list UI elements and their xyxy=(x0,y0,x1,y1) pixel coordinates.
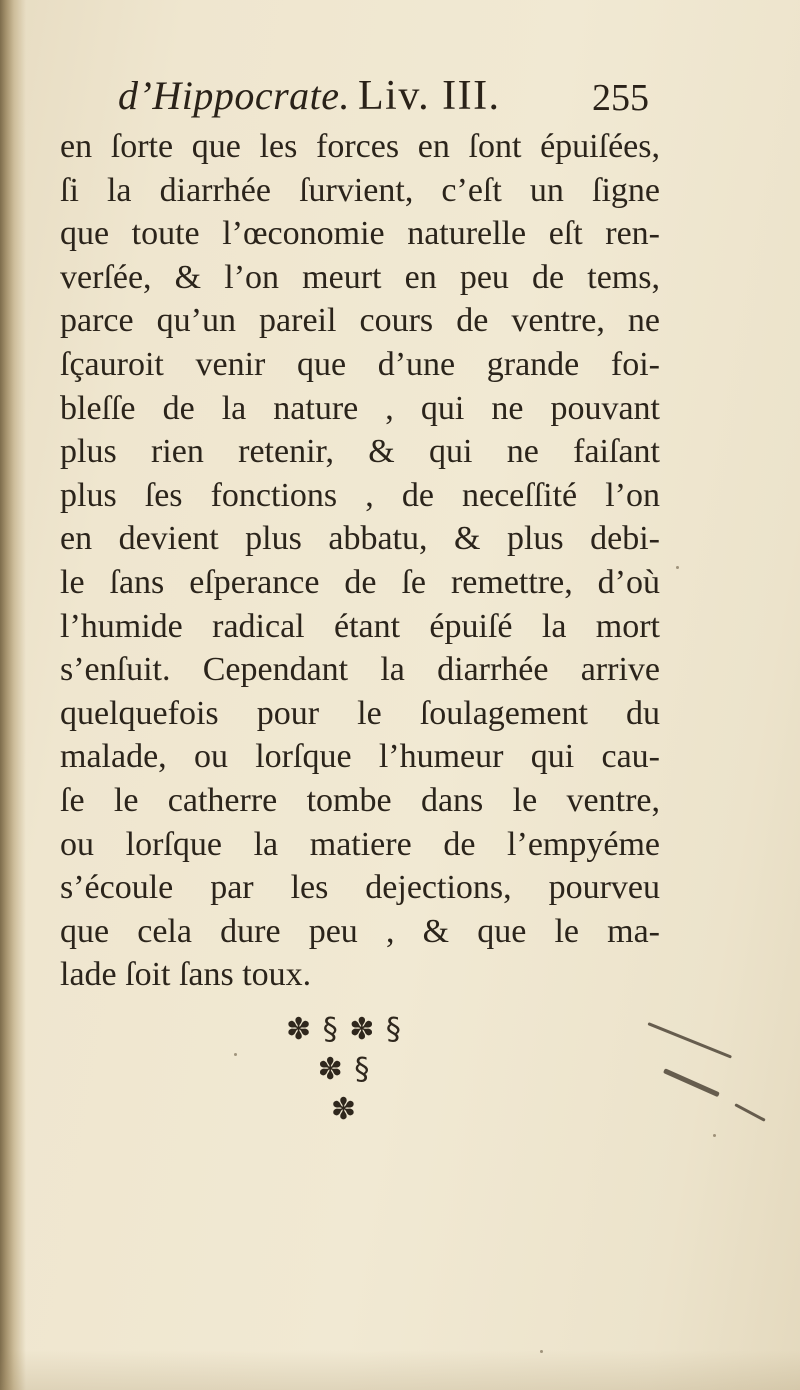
text-line: malade, ou lorſque l’humeur qui cau- xyxy=(60,738,660,776)
running-head-title: d’Hippocrate. xyxy=(118,73,351,118)
binding-shadow xyxy=(0,0,26,1390)
stray-ink-mark xyxy=(734,1103,765,1122)
text-line: en ſorte que les forces en ſont épuiſées, xyxy=(60,128,660,165)
text-line: le ſans eſperance de ſe remettre, d’où xyxy=(60,563,660,601)
text-line: plus ſes fonctions , de neceſſité l’on xyxy=(60,476,660,514)
text-line: verſée, & l’on meurt en peu de tems, xyxy=(60,258,660,296)
printers-flower-tailpiece-icon xyxy=(284,1010,404,1130)
running-head xyxy=(118,70,658,126)
text-line: ſe le catherre tombe dans le ventre, xyxy=(60,781,660,819)
text-line: l’humide radical étant épuiſé la mort xyxy=(60,607,660,645)
text-line: ſçauroit venir que d’une grande foi- xyxy=(60,345,660,383)
text-line: que toute l’œconomie naturelle eſt ren- xyxy=(60,215,660,253)
stray-ink-mark xyxy=(647,1022,732,1058)
text-line: s’enſuit. Cependant la diarrhée arrive xyxy=(60,651,660,689)
text-line: s’écoule par les dejections, pourveu xyxy=(60,869,660,907)
text-line: quelquefois pour le ſoulagement du xyxy=(60,694,660,732)
page-edge-shade xyxy=(0,1350,800,1390)
running-head-book: Liv. III. xyxy=(358,73,501,119)
ornament-row: ✽ § ✽ § xyxy=(286,1012,402,1047)
ornament-row: ✽ xyxy=(330,1092,358,1127)
text-line: ou lorſque la matiere de l’empyéme xyxy=(60,825,660,863)
stray-ink-mark xyxy=(663,1068,720,1097)
text-line: lade ſoit ſans toux. xyxy=(60,956,312,994)
text-line: que cela dure peu , & que le ma- xyxy=(60,912,660,950)
text-line: bleſſe de la nature , qui ne pouvant xyxy=(60,389,660,427)
text-line: ſi la diarrhée ſurvient, c’eſt un ſigne xyxy=(60,171,660,209)
body-text xyxy=(60,125,660,997)
text-line: plus rien retenir, & qui ne faiſant xyxy=(60,433,660,471)
ornament-row: ✽ § xyxy=(317,1052,371,1087)
page-number: 255 xyxy=(592,77,649,119)
text-line: en devient plus abbatu, & plus debi- xyxy=(60,520,660,558)
text-line: parce qu’un pareil cours de ventre, ne xyxy=(60,302,660,340)
